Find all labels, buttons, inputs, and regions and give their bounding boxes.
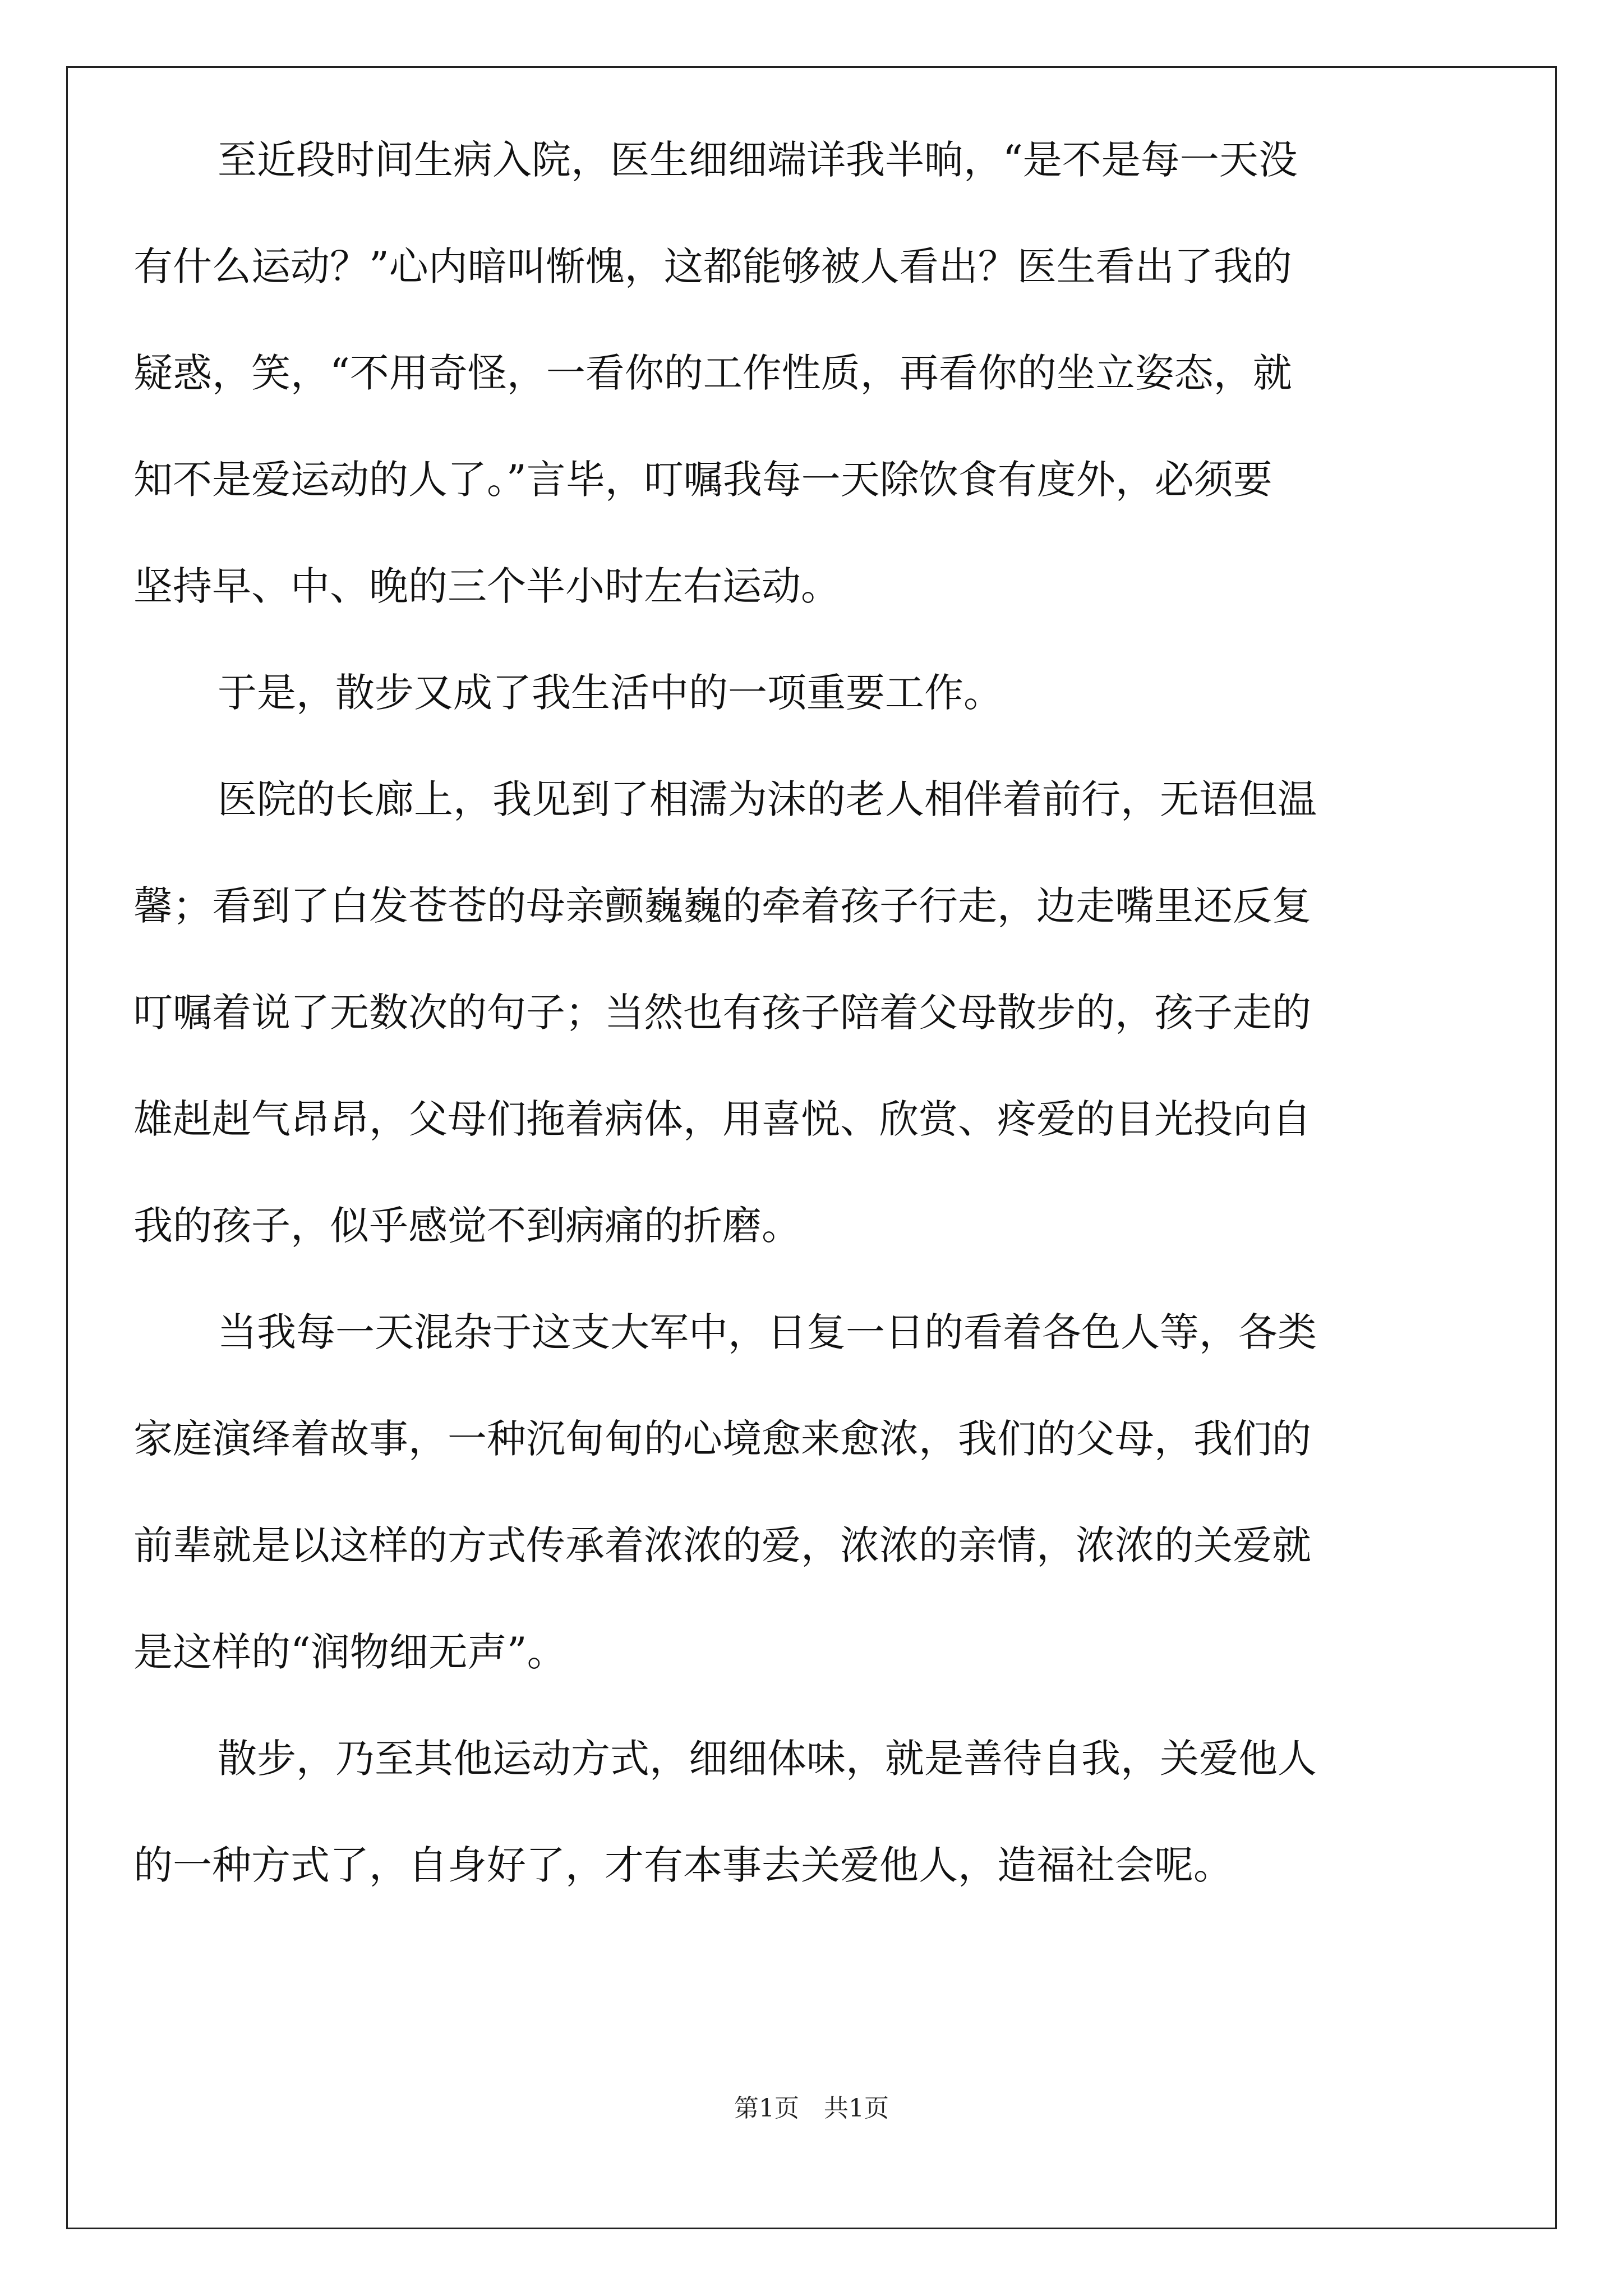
- paragraph-1: [133, 107, 1435, 639]
- paragraph-4: [133, 1279, 1435, 1705]
- text-line: 散步，乃至其他运动方式，细细体味，就是善待自我，关爱他人: [218, 1736, 1317, 1782]
- text-line: 我的孩子，似乎感觉不到病痛的折磨。: [133, 1203, 801, 1249]
- text-line: 至近段时间生病入院，医生细细端详我半晌，“是不是每一天没: [218, 137, 1298, 183]
- text-line: 前辈就是以这样的方式传承着浓浓的爱，浓浓的亲情，浓浓的关爱就: [133, 1522, 1311, 1568]
- paragraph-5: [133, 1705, 1435, 1918]
- text-line: 的一种方式了，自身好了，才有本事去关爱他人，造福社会呢。: [133, 1842, 1233, 1888]
- text-line: 叮嘱着说了无数次的句子；当然也有孩子陪着父母散步的，孩子走的: [133, 990, 1311, 1036]
- paragraph-2: [133, 639, 1435, 746]
- text-line: 医院的长廊上，我见到了相濡为沫的老人相伴着前行，无语但温: [218, 776, 1317, 822]
- page-number-footer: 第1页 共1页: [734, 2094, 889, 2123]
- text-line: 疑惑，笑，“不用奇怪，一看你的工作性质，再看你的坐立姿态，就: [133, 350, 1292, 396]
- document-body: [133, 107, 1435, 1918]
- text-line: 家庭演绎着故事，一种沉甸甸的心境愈来愈浓，我们的父母，我们的: [133, 1416, 1311, 1462]
- text-line: 当我每一天混杂于这支大军中，日复一日的看着各色人等，各类: [218, 1309, 1317, 1355]
- text-line: 坚持早、中、晚的三个半小时左右运动。: [133, 563, 840, 609]
- text-line: 雄赳赳气昂昂，父母们拖着病体，用喜悦、欣赏、疼爱的目光投向自: [133, 1096, 1311, 1142]
- text-line: 于是，散步又成了我生活中的一项重要工作。: [218, 670, 1003, 716]
- text-line: 有什么运动？”心内暗叫惭愧，这都能够被人看出？医生看出了我的: [133, 243, 1292, 289]
- text-line: 馨；看到了白发苍苍的母亲颤巍巍的牵着孩子行走，边走嘴里还反复: [133, 883, 1311, 929]
- text-line: 是这样的“润物细无声”。: [133, 1629, 566, 1675]
- text-line: 知不是爱运动的人了。”言毕，叮嘱我每一天除饮食有度外，必须要: [133, 457, 1272, 503]
- paragraph-3: [133, 746, 1435, 1279]
